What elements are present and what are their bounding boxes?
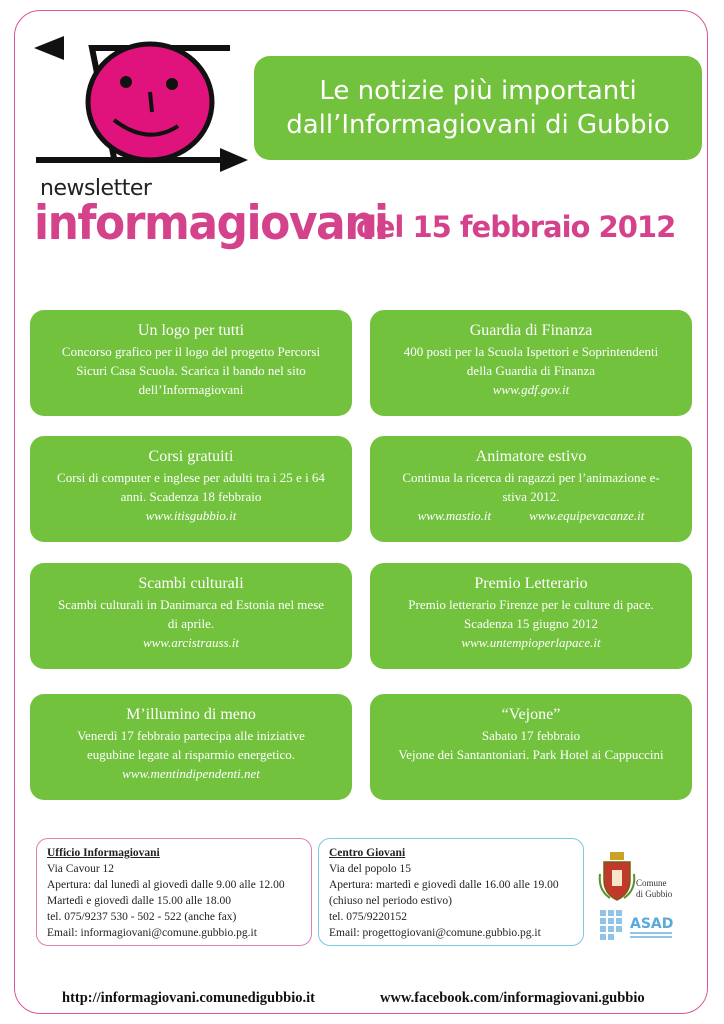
centro-line: Via del popolo 15: [329, 863, 412, 875]
card-title: Un logo per tutti: [137, 322, 245, 339]
newsletter-label: newsletter: [40, 176, 152, 201]
news-card-finanza: [370, 310, 692, 416]
coat-of-arms-icon: [598, 850, 636, 902]
card-text: eugubine legate al risparmio energetico.: [86, 747, 296, 762]
informagiovani-logo: [30, 36, 252, 176]
comune-line2: di Gubbio: [636, 889, 673, 899]
comune-label: [636, 878, 672, 900]
card-text: Continua la ricerca di ragazzi per l’animazione e-: [402, 470, 660, 485]
card-link[interactable]: www.mentindipendenti.net: [122, 766, 260, 781]
card-text: Concorso grafico per il logo del progetto Percorsi: [61, 344, 321, 359]
card-link[interactable]: www.mastio.it: [417, 508, 492, 523]
news-card-logo: [30, 310, 352, 416]
office-email[interactable]: Email: informagiovani@comune.gubbio.pg.it: [47, 927, 257, 939]
issue-date: del 15 febbraio 2012: [356, 210, 676, 244]
card-link[interactable]: www.gdf.gov.it: [492, 382, 570, 397]
office-line: Apertura: dal lunedì al giovedì dalle 9.00 alle 12.00: [47, 879, 285, 891]
card-text: Scambi culturali in Danimarca ed Estonia nel mese: [57, 597, 325, 612]
card-links: [370, 506, 692, 526]
card-text: della Guardia di Finanza: [466, 363, 596, 378]
news-card-scambi: [30, 563, 352, 669]
centro-line: (chiuso nel periodo estivo): [329, 895, 452, 907]
card-text: anni. Scadenza 18 febbraio: [120, 489, 262, 504]
office-contact-box: [36, 838, 312, 946]
asad-text: ASAD: [630, 916, 674, 932]
card-text: Corsi di computer e inglese per adulti tra i 25 e i 64: [57, 470, 325, 485]
card-text: di aprile.: [167, 616, 215, 631]
card-link[interactable]: www.arcistrauss.it: [142, 635, 240, 650]
news-card-premio: [370, 563, 692, 669]
comune-line1: Comune: [636, 878, 667, 888]
card-title: Guardia di Finanza: [469, 322, 593, 339]
office-line: Martedì e giovedì dalle 15.00 alle 18.00: [47, 895, 231, 907]
office-line: tel. 075/9237 530 - 502 - 522 (anche fax): [47, 911, 237, 923]
card-link[interactable]: www.itisgubbio.it: [145, 508, 237, 523]
card-text: Sicuri Casa Scuola. Scarica il bando nel sito: [76, 363, 306, 378]
card-title: Corsi gratuiti: [148, 448, 234, 465]
headline-banner: [254, 56, 702, 160]
centro-email[interactable]: Email: progettogiovani@comune.gubbio.pg.it: [329, 927, 541, 939]
website-link[interactable]: http://informagiovani.comunedigubbio.it: [62, 990, 315, 1006]
news-card-animatore: [370, 436, 692, 542]
card-text: 400 posti per la Scuola Ispettori e Soprintendenti: [403, 344, 659, 359]
card-text: Premio letterario Firenze per le culture di pace.: [408, 597, 654, 612]
card-text: Vejone dei Santantoniari. Park Hotel ai Cappuccini: [398, 747, 664, 762]
centro-line: tel. 075/9220152: [329, 911, 407, 923]
card-link[interactable]: www.untempioperlapace.it: [461, 635, 601, 650]
comune-gubbio-logos: [596, 850, 706, 950]
card-title: Scambi culturali: [138, 575, 244, 592]
card-text: Scadenza 15 giugno 2012: [464, 616, 598, 631]
card-title: M’illumino di meno: [126, 706, 256, 723]
card-title: Premio Letterario: [474, 575, 588, 592]
card-text: stiva 2012.: [502, 489, 560, 504]
card-text: dell’Informagiovani: [138, 382, 244, 397]
news-card-corsi: [30, 436, 352, 542]
office-title: Ufficio Informagiovani: [47, 847, 160, 859]
brand-title: informagiovani: [34, 196, 388, 252]
headline-line2: dall’Informagiovani di Gubbio: [286, 110, 670, 140]
news-card-vejone: [370, 694, 692, 800]
card-text: Sabato 17 febbraio: [481, 728, 581, 743]
office-line: Via Cavour 12: [47, 863, 115, 875]
headline-line1: Le notizie più importanti: [319, 76, 637, 106]
asad-logo-icon: [598, 906, 678, 946]
centro-line: Apertura: martedì e giovedì dalle 16.00 alle 19.00: [329, 879, 559, 891]
card-text: Venerdì 17 febbraio partecipa alle iniziative: [77, 728, 305, 743]
facebook-link[interactable]: www.facebook.com/informagiovani.gubbio: [380, 990, 645, 1006]
centro-contact-box: [318, 838, 584, 946]
card-link[interactable]: www.equipevacanze.it: [529, 508, 645, 523]
centro-title: Centro Giovani: [329, 847, 406, 859]
news-card-millumino: [30, 694, 352, 800]
card-title: “Vejone”: [501, 706, 561, 723]
card-title: Animatore estivo: [475, 448, 587, 465]
